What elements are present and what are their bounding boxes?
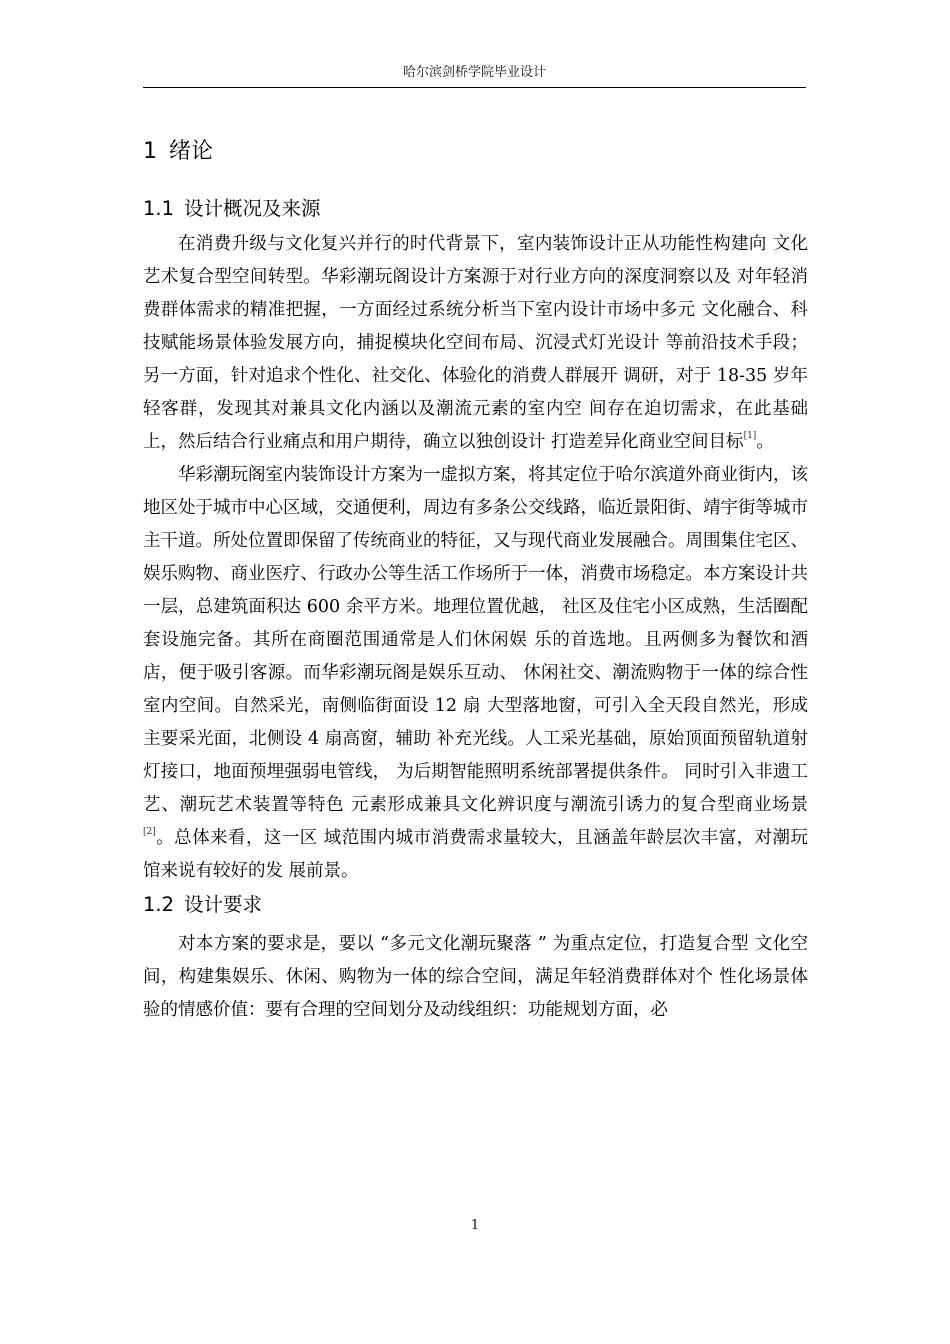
running-header: 哈尔滨剑桥学院毕业设计	[402, 65, 546, 80]
section-title: 设计要求	[184, 893, 263, 916]
paragraph-background	[143, 228, 808, 459]
paragraph-text: 在消费升级与文化复兴并行的时代背景下，室内装饰设计正从功能性构建向 文化艺术复合型空间转型。华彩潮玩阁设计方案源于对行业方向的深度洞察以及 对年轻消费群体需求的精准把握，一方面经过系统分析当下室内设计市场中多元 文化融合、科技赋能场景体验发展方向，捕捉模块化空间布局、沉浸式灯光设计 等前沿技术手段；另一方面，针对追求个性化、社交化、体验化的消费人群展开 调研，对于 18-35 岁年轻客群，发现其对兼具文化内涵以及潮流元素的室内空 间存在迫切需求，在此基础上，然后结合行业痛点和用户期待，确立以独创设计 打造差异化商业空间目标	[143, 234, 808, 452]
paragraph-site	[143, 459, 808, 888]
paragraph-requirements	[143, 928, 808, 1027]
citation-ref: [1]	[743, 431, 757, 441]
paragraph-text: 华彩潮玩阁室内装饰设计方案为一虚拟方案，将其定位于哈尔滨道外商业街内，该地区处于城市中心区域，交通便利，周边有多条公交线路，临近景阳街、靖宇街等城市主干道。所处位置即保留了传统商业的特征，又与现代商业发展融合。周围集住宅区、娱乐购物、商业医疗、行政办公等生活工作场所于一体，消费市场稳定。本方案设计共一层，总建筑面积达 600 余平方米。地理位置优越， 社区及住宅小区成熟，生活圈配套设施完备。其所在商圈范围通常是人们休闲娱 乐的首选地。且两侧多为餐饮和酒店，便于吸引客源。而华彩潮玩阁是娱乐互动、 休闲社交、潮流购物于一体的综合性室内空间。自然采光，南侧临街面设 12 扇 大型落地窗，可引入全天段自然光，形成主要采光面，北侧设 4 扇高窗，辅助 补充光线。人工采光基础，原始顶面预留轨道射灯接口，地面预埋强弱电管线， 为后期智能照明系统部署提供条件。 同时引入非遗工艺、潮玩艺术装置等特色 元素形成兼具文化辨识度与潮流引诱力的复合型商业场景	[143, 465, 808, 815]
section-heading-1-2	[143, 886, 808, 924]
section-number: 1.2	[143, 893, 175, 916]
citation-ref: [2]	[143, 827, 156, 837]
page-body	[143, 132, 808, 1027]
chapter-heading	[143, 132, 808, 172]
chapter-title: 绪论	[169, 139, 214, 164]
chapter-number: 1	[143, 139, 157, 164]
paragraph-text-end: 。	[756, 432, 774, 452]
section-number: 1.1	[143, 197, 175, 220]
section-title: 设计概况及来源	[184, 197, 321, 220]
header-rule	[143, 87, 806, 88]
paragraph-text: 对本方案的要求是，要以 “多元文化潮玩聚落 ” 为重点定位，打造复合型 文化空间，构建集娱乐、休闲、购物为一体的综合空间，满足年轻消费群体对个 性化场景体验的情感价值：要有合理的空间划分及动线组织：功能规划方面，必	[143, 934, 808, 1020]
paragraph-text-end: 。总体来看，这一区 域范围内城市消费需求量较大，且涵盖年龄层次丰富，对潮玩馆来说有较好的发 展前景。	[143, 828, 808, 881]
page-number: 1	[470, 1218, 480, 1233]
section-heading-1-1	[143, 190, 808, 228]
